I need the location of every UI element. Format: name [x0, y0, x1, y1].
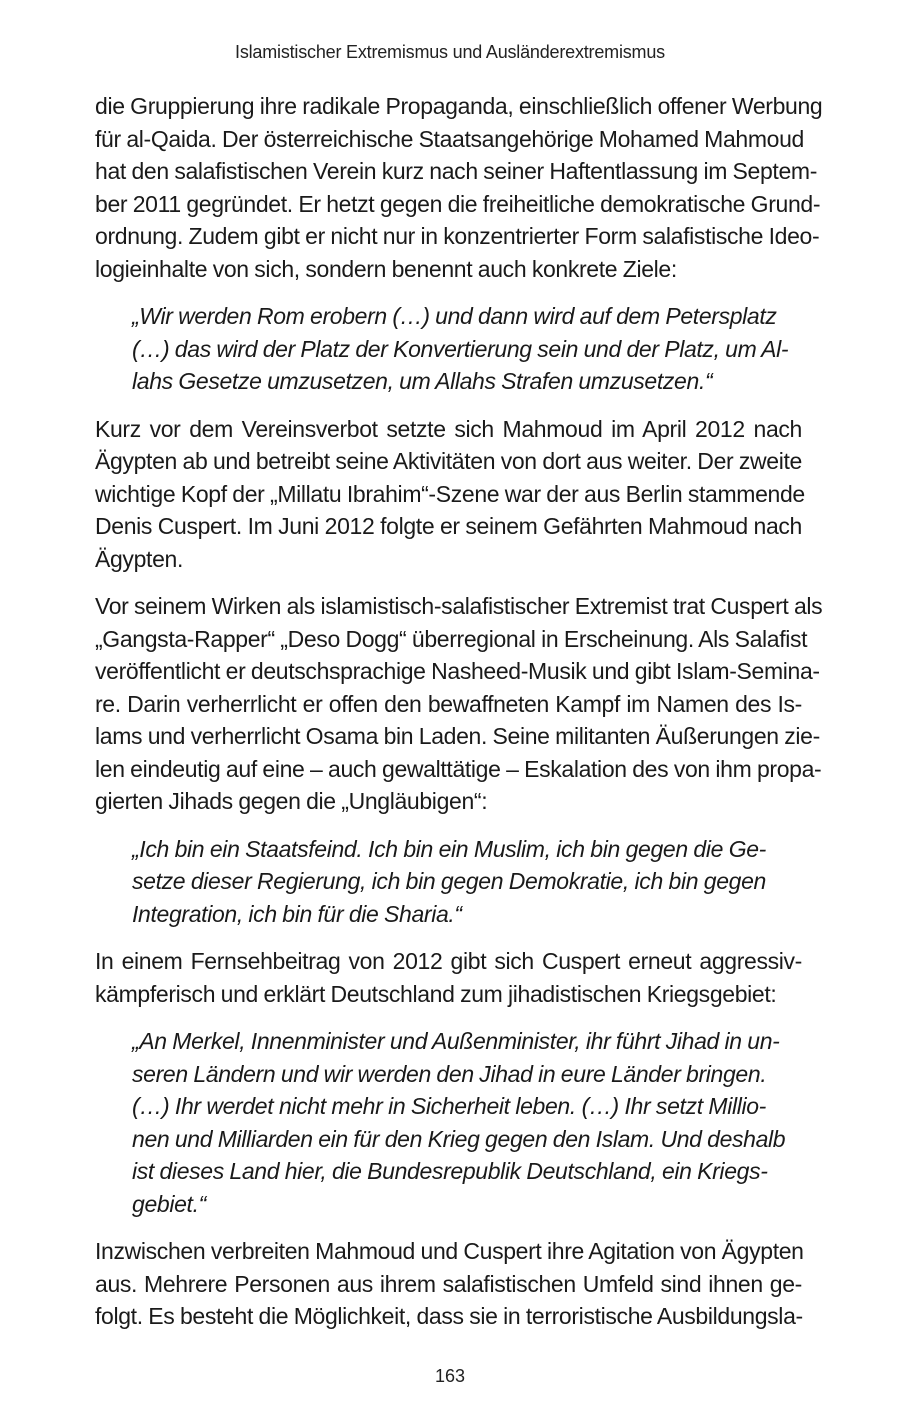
text-line: ber 2011 gegründet. Er hetzt gegen die freiheitliche demokratische Grund- — [95, 190, 821, 217]
text-line: logieinhalte von sich, sondern benennt auch konkrete Ziele: — [95, 255, 677, 282]
text-line: „Ich bin ein Staatsfeind. Ich bin ein Muslim, ich bin gegen die Ge- — [132, 835, 766, 862]
text-line: Ägypten. — [95, 545, 183, 572]
running-header: Islamistischer Extremismus und Ausländerextremismus — [235, 42, 665, 62]
text-line: aus. Mehrere Personen aus ihrem salafistischen Umfeld sind ihnen ge- — [95, 1270, 802, 1297]
text-line: nen und Milliarden ein für den Krieg gegen den Islam. Und deshalb — [132, 1125, 786, 1152]
text-line: (…) das wird der Platz der Konvertierung sein und der Platz, um Al- — [132, 335, 789, 362]
text-line: Vor seinem Wirken als islamistisch-salafistischer Extremist trat Cuspert als — [95, 593, 823, 619]
text-line: hat den salafistischen Verein kurz nach seiner Haftentlassung im Septem- — [95, 158, 818, 184]
page-number: 163 — [434, 1366, 466, 1386]
page-body — [95, 90, 823, 1348]
text-line: gebiet.“ — [132, 1190, 206, 1217]
text-line: „An Merkel, Innenminister und Außenminister, ihr führt Jihad in un- — [132, 1028, 780, 1054]
text-line: „Wir werden Rom erobern (…) und dann wird auf dem Petersplatz — [132, 303, 777, 329]
text-line: für al-Qaida. Der österreichische Staatsangehörige Mohamed Mahmoud — [95, 125, 805, 152]
body-paragraph — [95, 945, 802, 1010]
text-line: ist dieses Land hier, die Bundesrepublik Deutschland, ein Kriegs- — [132, 1158, 768, 1184]
text-line: „Gangsta-Rapper“ „Deso Dogg“ überregional in Erscheinung. Als Salafist — [95, 625, 808, 652]
block-quote — [132, 1025, 786, 1220]
text-line: len eindeutig auf eine – auch gewalttätige – Eskalation des von ihm propa- — [95, 755, 822, 782]
text-line: kämpferisch und erklärt Deutschland zum jihadistischen Kriegsgebiet: — [95, 980, 777, 1007]
text-line: Denis Cuspert. Im Juni 2012 folgte er seinem Gefährten Mahmoud nach — [95, 513, 802, 539]
text-line: seren Ländern und wir werden den Jihad in eure Länder bringen. — [132, 1060, 767, 1087]
block-quote — [132, 833, 766, 931]
text-line: In einem Fernsehbeitrag von 2012 gibt sich Cuspert erneut aggressiv- — [95, 948, 802, 974]
text-line: die Gruppierung ihre radikale Propaganda, einschließlich offener Werbung — [95, 93, 823, 119]
text-line: ordnung. Zudem gibt er nicht nur in konzentrierter Form salafistische Ideo- — [95, 223, 820, 249]
body-paragraph — [95, 1235, 802, 1333]
text-line: setze dieser Regierung, ich bin gegen Demokratie, ich bin gegen — [132, 868, 766, 894]
text-line: Ägypten ab und betreibt seine Aktivitäten von dort aus weiter. Der zweite — [95, 448, 802, 474]
text-line: gierten Jihads gegen die „Ungläubigen“: — [95, 788, 488, 814]
block-quote — [132, 300, 789, 398]
body-paragraph — [95, 90, 823, 285]
body-paragraph — [95, 413, 805, 576]
body-paragraph — [95, 590, 823, 818]
text-line: Inzwischen verbreiten Mahmoud und Cuspert ihre Agitation von Ägypten — [95, 1238, 804, 1264]
text-line: lahs Gesetze umzusetzen, um Allahs Strafen umzusetzen.“ — [132, 368, 713, 394]
text-line: wichtige Kopf der „Millatu Ibrahim“-Szene war der aus Berlin stammende — [95, 480, 805, 507]
text-line: folgt. Es besteht die Möglichkeit, dass sie in terroristische Ausbildungsla- — [95, 1303, 803, 1329]
text-line: (…) Ihr werdet nicht mehr in Sicherheit leben. (…) Ihr setzt Millio- — [132, 1093, 766, 1119]
text-line: Kurz vor dem Vereinsverbot setzte sich Mahmoud im April 2012 nach — [95, 415, 802, 442]
text-line: re. Darin verherrlicht er offen den bewaffneten Kampf im Namen des Is- — [95, 690, 802, 717]
text-line: lams und verherrlicht Osama bin Laden. Seine militanten Äußerungen zie- — [95, 723, 820, 749]
text-line: veröffentlicht er deutschsprachige Nasheed-Musik und gibt Islam-Semina- — [95, 658, 820, 684]
text-line: Integration, ich bin für die Sharia.“ — [132, 900, 462, 927]
